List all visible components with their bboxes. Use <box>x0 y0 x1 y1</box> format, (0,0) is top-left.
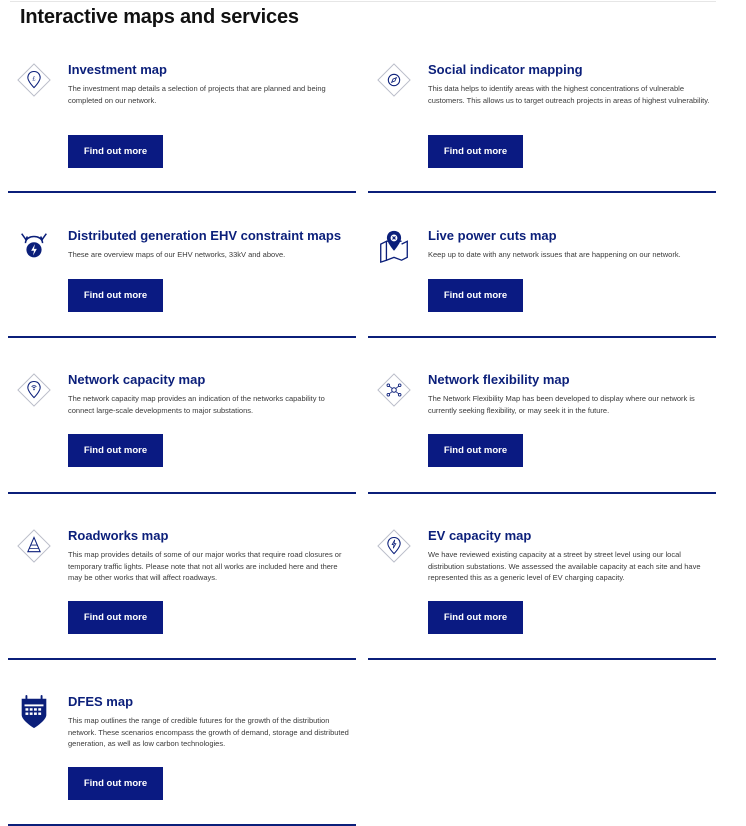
card-roadworks-map <box>8 528 356 662</box>
card-divider <box>368 191 716 193</box>
find-out-more-button[interactable]: Find out more <box>428 434 523 467</box>
card-investment-map <box>8 62 356 194</box>
card-network-flexibility-map <box>368 372 716 496</box>
card-title: Network capacity map <box>68 372 206 387</box>
card-live-power-cuts-map <box>368 228 716 340</box>
card-divider <box>368 492 716 494</box>
top-rule <box>10 1 716 2</box>
network-nodes-diamond-icon <box>376 372 412 408</box>
card-title: Live power cuts map <box>428 228 557 243</box>
card-divider <box>8 492 356 494</box>
find-out-more-button[interactable]: Find out more <box>428 135 523 168</box>
find-out-more-button[interactable]: Find out more <box>68 135 163 168</box>
card-distributed-generation <box>8 228 356 340</box>
card-divider <box>8 191 356 193</box>
card-description: This map provides details of some of our major works that require road closures or temporary traffic lights. Please note that not all works are included here and there may be other works that will affect roadways. <box>68 550 342 582</box>
card-dfes-map <box>8 694 356 826</box>
card-description: Keep up to date with any network issues that are happening on our network. <box>428 250 681 259</box>
card-description: This data helps to identify areas with the highest concentrations of vulnerable customers. This allows us to target outreach projects in areas of highest vulnerability. <box>428 84 710 105</box>
card-social-indicator-mapping <box>368 62 716 194</box>
roadworks-cone-diamond-icon <box>16 528 52 564</box>
investment-diamond-icon <box>16 62 52 98</box>
card-title: DFES map <box>68 694 134 709</box>
card-description: The network capacity map provides an indication of the networks capability to connect large-scale developments to major substations. <box>68 394 325 415</box>
card-title: Distributed generation EHV constraint maps <box>68 228 342 243</box>
find-out-more-button[interactable]: Find out more <box>68 279 163 312</box>
ev-bolt-pin-diamond-icon <box>376 528 412 564</box>
map-pin-icon <box>376 228 412 264</box>
calendar-pin-icon <box>16 694 52 730</box>
card-description: The investment map details a selection of projects that are planned and being completed on our network. <box>68 84 326 105</box>
card-divider <box>368 658 716 660</box>
card-description: This map outlines the range of credible futures for the growth of the distribution network. These scenarios encompass the growth of demand, storage and distributed generation, as well as low carbon technologies. <box>68 716 349 748</box>
card-description: These are overview maps of our EHV networks, 33kV and above. <box>68 250 286 259</box>
card-ev-capacity-map <box>368 528 716 662</box>
card-network-capacity-map <box>8 372 356 496</box>
card-title: Investment map <box>68 62 167 77</box>
svg-text:£: £ <box>32 76 36 83</box>
card-divider <box>8 336 356 338</box>
find-out-more-button[interactable]: Find out more <box>68 601 163 634</box>
compass-diamond-icon <box>376 62 412 98</box>
card-divider <box>8 658 356 660</box>
card-description: We have reviewed existing capacity at a street by street level using our local distribution substations. We assessed the available capacity at each site and have represented this as a generic level of EV charging capacity. <box>428 550 701 582</box>
page-title: Interactive maps and services <box>20 6 299 28</box>
find-out-more-button[interactable]: Find out more <box>68 434 163 467</box>
wind-turbine-bolt-icon <box>16 228 52 264</box>
capacity-pin-diamond-icon <box>16 372 52 408</box>
find-out-more-button[interactable]: Find out more <box>68 767 163 800</box>
card-title: Roadworks map <box>68 528 169 543</box>
card-title: EV capacity map <box>428 528 532 543</box>
card-description: The Network Flexibility Map has been developed to display where our network is currently seeking flexibility, or may seek it in the future. <box>428 394 695 415</box>
card-divider <box>368 336 716 338</box>
find-out-more-button[interactable]: Find out more <box>428 601 523 634</box>
card-title: Social indicator mapping <box>428 62 583 77</box>
card-title: Network flexibility map <box>428 372 570 387</box>
find-out-more-button[interactable]: Find out more <box>428 279 523 312</box>
